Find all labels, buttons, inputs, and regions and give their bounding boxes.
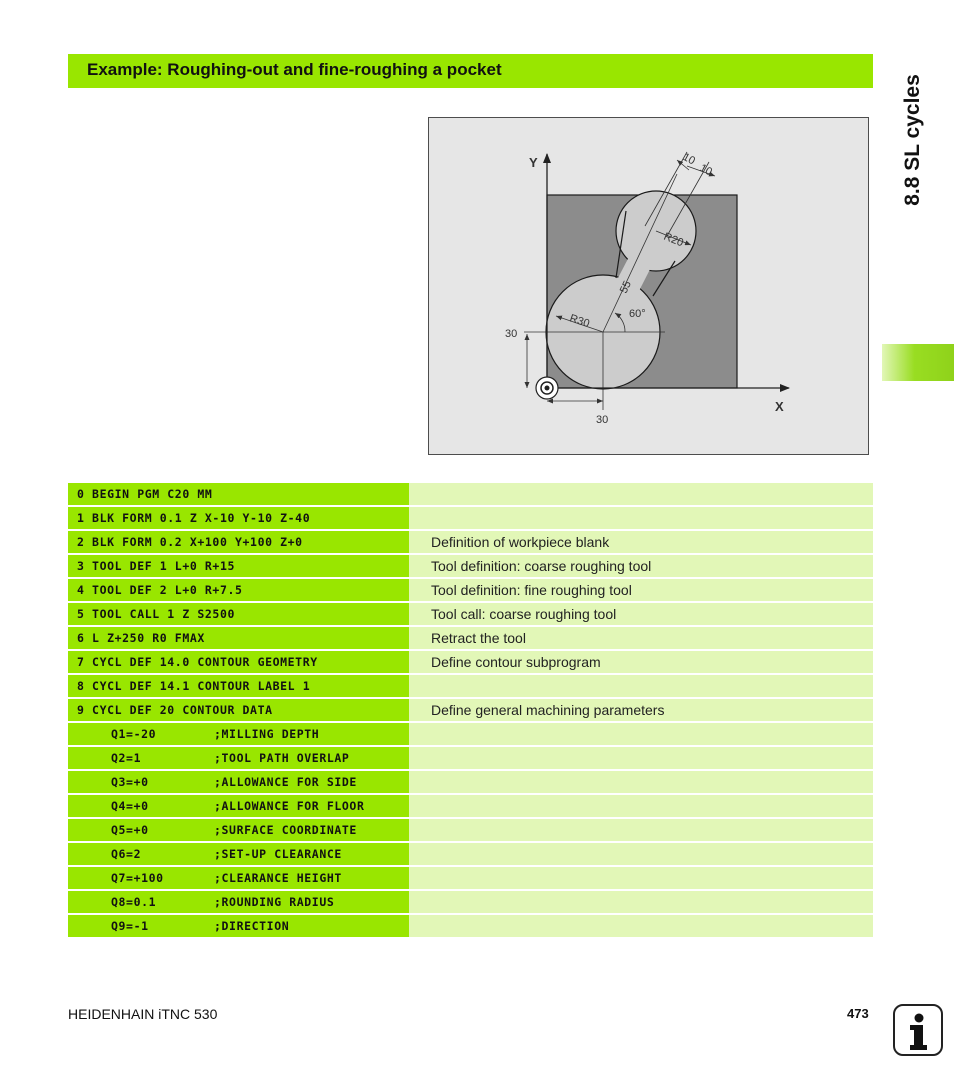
dim-30-y: 30: [505, 328, 518, 340]
x-axis-label: X: [775, 399, 784, 414]
program-description: [409, 723, 873, 745]
program-param-row: [68, 867, 873, 889]
program-code: 9 CYCL DEF 20 CONTOUR DATA: [68, 699, 409, 721]
param-comment: ;ALLOWANCE FOR SIDE: [214, 775, 357, 789]
program-description: [409, 795, 873, 817]
program-code: 5 TOOL CALL 1 Z S2500: [68, 603, 409, 625]
section-header: [68, 54, 873, 88]
dim-60-deg: 60°: [629, 308, 646, 320]
program-param: [68, 771, 409, 793]
page-number: 473: [847, 1006, 869, 1021]
program-row: [68, 531, 873, 553]
param-comment: ;SURFACE COORDINATE: [214, 823, 357, 837]
param-assignment: Q8=0.1: [111, 895, 157, 909]
program-param: [68, 819, 409, 841]
dim-10-a: 10: [680, 151, 698, 168]
param-comment: ;ROUNDING RADIUS: [214, 895, 335, 909]
program-description: Definition of workpiece blank: [409, 531, 873, 553]
program-description: Define contour subprogram: [409, 651, 873, 673]
chapter-tab-marker: [882, 344, 954, 381]
program-row: [68, 675, 873, 697]
section-title: Example: Roughing-out and fine-roughing a pocket: [87, 60, 502, 79]
program-param-row: [68, 795, 873, 817]
program-code: 0 BEGIN PGM C20 MM: [68, 483, 409, 505]
param-comment: ;TOOL PATH OVERLAP: [214, 751, 350, 765]
program-code: 6 L Z+250 R0 FMAX: [68, 627, 409, 649]
param-assignment: Q2=1: [111, 751, 142, 765]
chapter-side-title: [898, 70, 928, 210]
program-description: [409, 915, 873, 937]
param-comment: ;CLEARANCE HEIGHT: [214, 871, 342, 885]
info-icon: [893, 1004, 943, 1056]
program-param: [68, 843, 409, 865]
program-description: [409, 891, 873, 913]
program-row: [68, 699, 873, 721]
program-param: [68, 915, 409, 937]
program-row: [68, 507, 873, 529]
program-code: 4 TOOL DEF 2 L+0 R+7.5: [68, 579, 409, 601]
param-comment: ;DIRECTION: [214, 919, 290, 933]
program-row: [68, 651, 873, 673]
program-description: [409, 843, 873, 865]
param-assignment: Q4=+0: [111, 799, 149, 813]
dim-10-b: 10: [697, 162, 715, 179]
program-param: [68, 891, 409, 913]
program-description: Retract the tool: [409, 627, 873, 649]
param-comment: ;SET-UP CLEARANCE: [214, 847, 342, 861]
program-param-row: [68, 771, 873, 793]
program-description: Tool definition: coarse roughing tool: [409, 555, 873, 577]
dim-30-x: 30: [596, 414, 609, 426]
program-description: [409, 483, 873, 505]
nc-program-table: [68, 483, 873, 939]
program-param-row: [68, 723, 873, 745]
program-description: [409, 747, 873, 769]
program-description: Tool call: coarse roughing tool: [409, 603, 873, 625]
pocket-drawing: [428, 117, 869, 455]
program-row: [68, 627, 873, 649]
param-assignment: Q9=-1: [111, 919, 149, 933]
program-param: [68, 723, 409, 745]
program-code: 2 BLK FORM 0.2 X+100 Y+100 Z+0: [68, 531, 409, 553]
program-param-row: [68, 915, 873, 937]
program-description: [409, 819, 873, 841]
program-description: [409, 771, 873, 793]
program-description: [409, 867, 873, 889]
program-code: 3 TOOL DEF 1 L+0 R+15: [68, 555, 409, 577]
dim-r30: R30: [568, 312, 591, 331]
program-param: [68, 747, 409, 769]
program-code: 1 BLK FORM 0.1 Z X-10 Y-10 Z-40: [68, 507, 409, 529]
program-code: 8 CYCL DEF 14.1 CONTOUR LABEL 1: [68, 675, 409, 697]
program-param-row: [68, 891, 873, 913]
pocket-drawing-svg: [429, 118, 870, 456]
program-param-row: [68, 747, 873, 769]
param-comment: ;MILLING DEPTH: [214, 727, 320, 741]
program-description: [409, 507, 873, 529]
param-assignment: Q7=+100: [111, 871, 164, 885]
program-code: 7 CYCL DEF 14.0 CONTOUR GEOMETRY: [68, 651, 409, 673]
param-assignment: Q5=+0: [111, 823, 149, 837]
program-param: [68, 795, 409, 817]
chapter-side-title-text: 8.8 SL cycles: [901, 74, 924, 206]
program-row: [68, 555, 873, 577]
program-row: [68, 483, 873, 505]
program-description: [409, 675, 873, 697]
program-description: Tool definition: fine roughing tool: [409, 579, 873, 601]
program-row: [68, 579, 873, 601]
program-param-row: [68, 819, 873, 841]
param-comment: ;ALLOWANCE FOR FLOOR: [214, 799, 365, 813]
manual-name: HEIDENHAIN iTNC 530: [68, 1006, 218, 1022]
dim-r20: R20: [661, 230, 686, 250]
y-axis-label: Y: [529, 155, 538, 170]
param-assignment: Q3=+0: [111, 775, 149, 789]
dim-55: 55: [617, 279, 634, 296]
program-param: [68, 867, 409, 889]
program-description: Define general machining parameters: [409, 699, 873, 721]
datum-symbol-icon: [536, 377, 558, 399]
program-param-row: [68, 843, 873, 865]
program-row: [68, 603, 873, 625]
param-assignment: Q1=-20: [111, 727, 157, 741]
param-assignment: Q6=2: [111, 847, 142, 861]
